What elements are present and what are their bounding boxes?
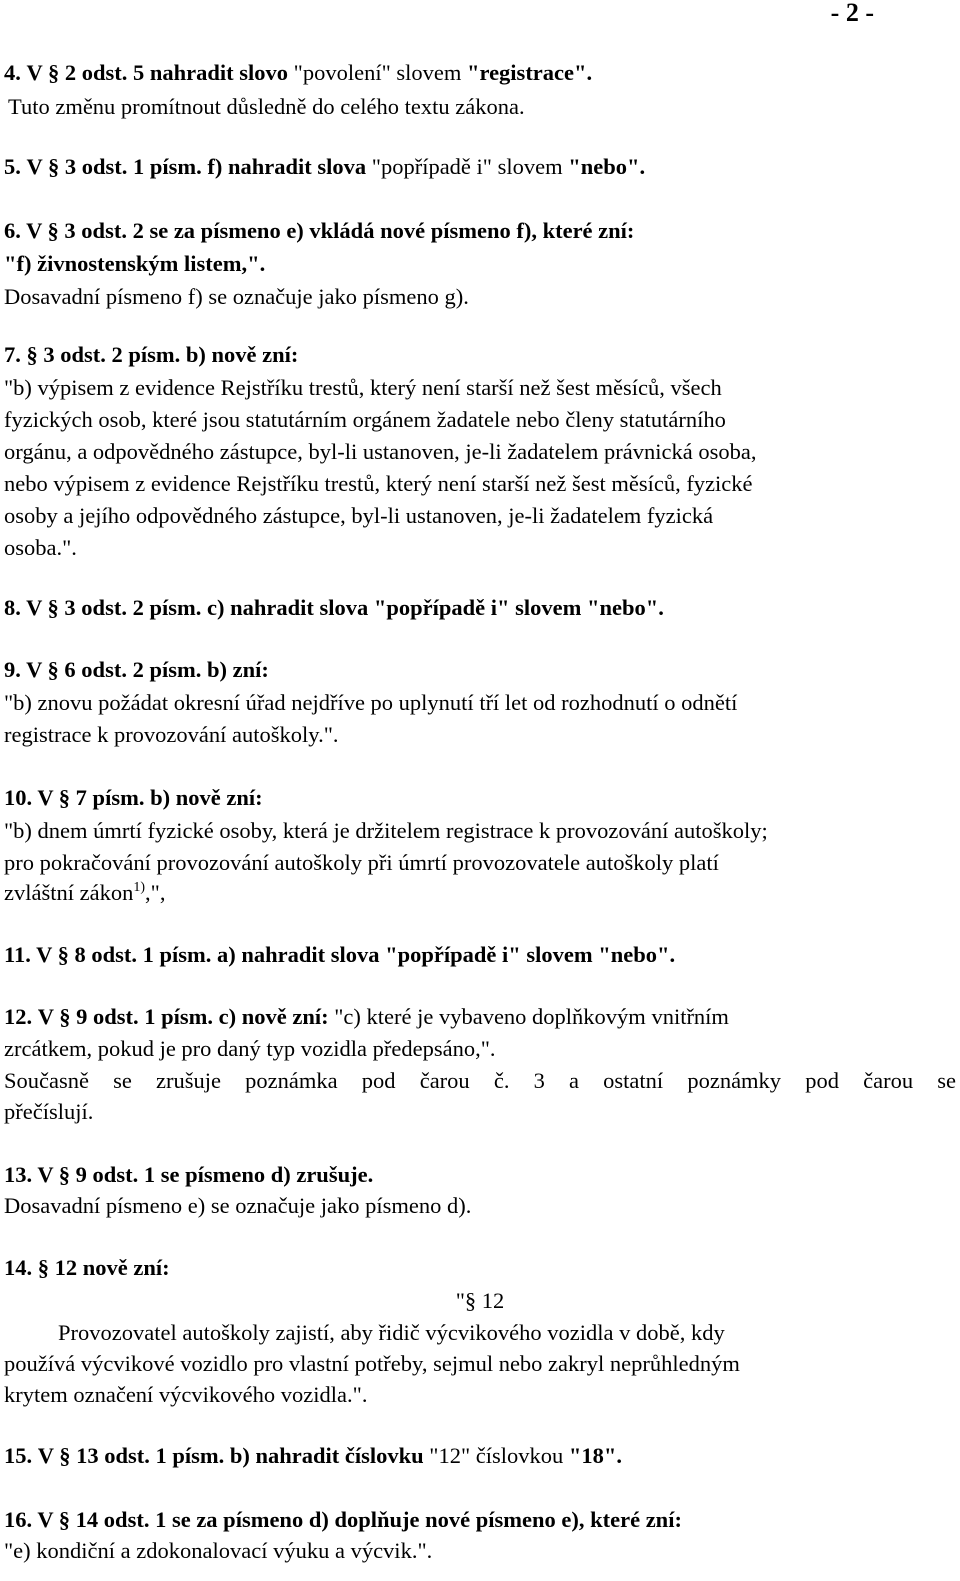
- item-6-line-2: "f) živnostenským listem,".: [4, 251, 266, 276]
- item-5-heading: [4, 152, 956, 182]
- item-7-body-line: orgánu, a odpovědného zástupce, byl-li ustanoven, je-li žadatelem právnická osoba,: [4, 439, 757, 464]
- item-text: § 12 nově zní:: [37, 1255, 170, 1280]
- item-number: 12.: [4, 1004, 33, 1029]
- item-9-body-line: "b) znovu požádat okresní úřad nejdříve po uplynutí tří let od rozhodnutí o odnětí: [4, 690, 738, 715]
- item-9-body-line: registrace k provozování autoškoly.".: [4, 722, 339, 747]
- item-number: 8.: [4, 595, 21, 620]
- item-number: 14.: [4, 1255, 33, 1280]
- item-10-body-line: [4, 878, 956, 908]
- item-text: "povolení": [293, 60, 391, 85]
- item-16-heading: [4, 1505, 956, 1535]
- item-13-line-2: Dosavadní písmeno e) se označuje jako písmeno d).: [4, 1193, 472, 1218]
- item-7-body-line: fyzických osob, které jsou statutárním orgánem žadatele nebo členy statutárního: [4, 407, 726, 432]
- item-text: V § 14 odst. 1 se za písmeno d) doplňuje nové písmeno e), které zní:: [37, 1507, 682, 1532]
- item-text: V § 8 odst. 1 písm. a) nahradit slova "popřípadě i" slovem "nebo".: [36, 942, 676, 967]
- item-number: 10.: [4, 785, 33, 810]
- item-10-heading: [4, 783, 956, 813]
- item-4-heading: [4, 58, 956, 88]
- item-number: 13.: [4, 1162, 33, 1187]
- item-text: V § 3 odst. 2 písm. c) nahradit slova "popřípadě i" slovem "nebo".: [26, 595, 664, 620]
- item-14-body-line: používá výcvikové vozidlo pro vlastní potřeby, sejmul nebo zakryl neprůhledným: [4, 1351, 740, 1376]
- item-11-heading: [4, 940, 956, 970]
- item-12-line-4: přečíslují.: [4, 1099, 94, 1124]
- item-7-body-line: osoba.".: [4, 535, 77, 560]
- item-text: číslovkou: [470, 1443, 569, 1468]
- item-9-heading: [4, 655, 956, 685]
- item-14-body-line: Provozovatel autoškoly zajistí, aby řidič výcvikového vozidla v době, kdy: [58, 1320, 725, 1345]
- item-12-line-2: zrcátkem, pokud je pro daný typ vozidla předepsáno,".: [4, 1036, 496, 1061]
- item-text: "registrace".: [467, 60, 593, 85]
- item-text: V § 3 odst. 2 se za písmeno e) vkládá nové písmeno f), které zní:: [26, 218, 635, 243]
- item-7-body-line: nebo výpisem z evidence Rejstříku trestů, který není starší než šest měsíců, fyzické: [4, 471, 753, 496]
- item-13-heading: [4, 1160, 956, 1190]
- item-7-body-line: "b) výpisem z evidence Rejstříku trestů, který není starší než šest měsíců, všech: [4, 375, 722, 400]
- section-heading: "§ 12: [455, 1288, 505, 1313]
- item-4-line-2: Tuto změnu promítnout důsledně do celého textu zákona.: [8, 94, 525, 119]
- body-text: zvláštní zákon: [4, 880, 134, 905]
- item-text: "12": [429, 1443, 471, 1468]
- item-number: 4.: [4, 60, 21, 85]
- item-number: 15.: [4, 1443, 33, 1468]
- item-number: 5.: [4, 154, 21, 179]
- item-text: V § 9 odst. 1 se písmeno d) zrušuje.: [37, 1162, 374, 1187]
- item-text: "c) které je vybaveno doplňkovým vnitřním: [328, 1004, 729, 1029]
- item-number: 6.: [4, 218, 21, 243]
- item-6-line-3: Dosavadní písmeno f) se označuje jako písmeno g).: [4, 284, 469, 309]
- item-15-heading: [4, 1441, 956, 1471]
- item-7-body-line: osoby a jejího odpovědného zástupce, byl-li ustanoven, je-li žadatelem fyzická: [4, 503, 714, 528]
- item-12-line-3: Současně se zrušuje poznámka pod čarou č. 3 a ostatní poznámky pod čarou se: [4, 1068, 956, 1093]
- item-number: 7.: [4, 342, 21, 367]
- item-text: V § 7 písm. b) nově zní:: [37, 785, 263, 810]
- item-number: 11.: [4, 942, 31, 967]
- item-8-heading: [4, 593, 956, 623]
- item-6-heading: [4, 216, 956, 246]
- item-14-body-line: krytem označení výcvikového vozidla.".: [4, 1382, 368, 1407]
- item-text: V § 3 odst. 1 písm. f) nahradit slova: [26, 154, 372, 179]
- body-text: ,",: [145, 880, 166, 905]
- page-number: - 2 -: [830, 0, 874, 27]
- item-text: "nebo".: [568, 154, 646, 179]
- item-text: slovem: [390, 60, 467, 85]
- item-text: slovem: [491, 154, 569, 179]
- item-text: V § 13 odst. 1 písm. b) nahradit číslovku: [37, 1443, 430, 1468]
- item-text: V § 2 odst. 5 nahradit slovo: [26, 60, 294, 85]
- item-number: 9.: [4, 657, 21, 682]
- footnote-reference: 1): [133, 880, 146, 895]
- item-14-heading: [4, 1253, 956, 1283]
- item-text: V § 6 odst. 2 písm. b) zní:: [26, 657, 269, 682]
- item-7-heading: [4, 340, 956, 370]
- item-10-body-line: pro pokračování provozování autoškoly při úmrtí provozovatele autoškoly platí: [4, 850, 719, 875]
- item-text: "popřípadě i": [371, 154, 492, 179]
- item-text: § 3 odst. 2 písm. b) nově zní:: [26, 342, 299, 367]
- item-number: 16.: [4, 1507, 33, 1532]
- item-16-line-2: "e) kondiční a zdokonalovací výuku a výcvik.".: [4, 1538, 433, 1563]
- item-12-heading: [4, 1002, 956, 1032]
- item-text: V § 9 odst. 1 písm. c) nově zní:: [37, 1004, 329, 1029]
- item-10-body-line: "b) dnem úmrtí fyzické osoby, která je držitelem registrace k provozování autoškoly;: [4, 818, 768, 843]
- item-text: "18".: [568, 1443, 623, 1468]
